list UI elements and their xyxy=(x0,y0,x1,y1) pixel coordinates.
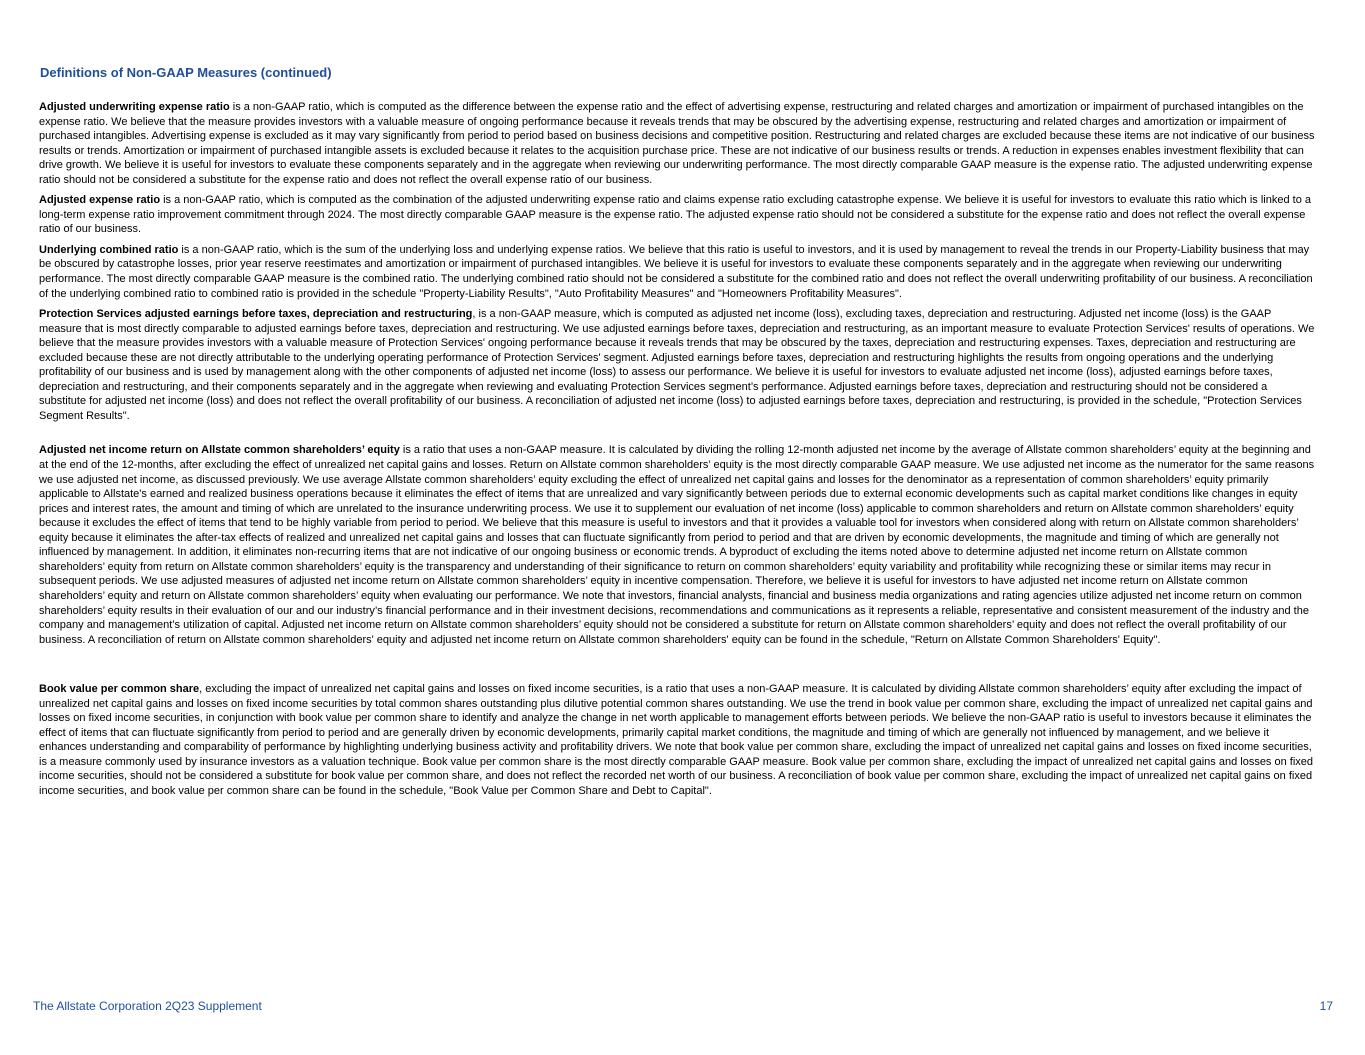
footer-page-number: 17 xyxy=(1319,999,1333,1013)
definition-text: is a ratio that uses a non-GAAP measure. It is calculated by dividing the rolling 12-month adjusted net income by the average of Allstate common shareholders’ equity at the beginning and at the end of the 12-months, after excluding the effect of unrealized net capital gains and losses. Return on Allstate common shareholders’ equity is the most directly comparable GAAP measure. We use adjusted net income as the numerator for the same reasons we use adjusted net income, as discussed previously. We use average Allstate common shareholders’ equity excluding the effect of unrealized net capital gains and losses for the denominator as a representation of common shareholders’ equity primarily applicable to Allstate's earned and realized business operations because it eliminates the effect of items that are unrealized and vary significantly between periods due to external economic developments such as capital market conditions like changes in equity prices and interest rates, the amount and timing of which are unrelated to the insurance underwriting process. We use it to supplement our evaluation of net income (loss) applicable to common shareholders and return on Allstate common shareholders’ equity because it excludes the effect of items that tend to be highly variable from period to period. We believe that this measure is useful to investors and that it provides a valuable tool for investors when considered along with return on Allstate common shareholders’ equity because it eliminates the after-tax effects of realized and unrealized net capital gains and losses that can fluctuate significantly from period to period and that are driven by economic developments, the magnitude and timing of which are generally not influenced by management. In addition, it eliminates non-recurring items that are not indicative of our ongoing business or economic trends. A byproduct of excluding the items noted above to determine adjusted net income return on Allstate common shareholders’ equity from return on Allstate common shareholders’ equity is the transparency and understanding of their significance to return on common shareholders’ equity variability and profitability while recognizing these or similar items may recur in subsequent periods. We use adjusted measures of adjusted net income return on Allstate common shareholders’ equity in incentive compensation. Therefore, we believe it is useful for investors to have adjusted net income return on Allstate common shareholders’ equity and return on Allstate common shareholders’ equity when evaluating our performance. We note that investors, financial analysts, financial and business media organizations and rating agencies utilize adjusted net income return on common shareholders’ equity results in their evaluation of our and our industry’s financial performance and in their investment decisions, recommendations and communications as it represents a reliable, representative and consistent measurement of the industry and the company and management’s utilization of capital. Adjusted net income return on Allstate common shareholders’ equity should not be considered a substitute for return on Allstate common shareholders’ equity and does not reflect the overall profitability of our business. A reconciliation of return on Allstate common shareholders' equity and adjusted net income return on Allstate common shareholders' equity can be found in the schedule, "Return on Allstate Common Shareholders' Equity". xyxy=(39,444,1315,646)
definition-adjusted-net-income-return xyxy=(39,443,1315,647)
definition-protection-services-adjusted-earnings xyxy=(39,307,1315,423)
footer-document-title: The Allstate Corporation 2Q23 Supplement xyxy=(33,999,262,1013)
definition-term: Adjusted expense ratio xyxy=(39,194,161,207)
definition-adjusted-underwriting-expense-ratio xyxy=(39,100,1315,187)
page-title: Definitions of Non-GAAP Measures (continued) xyxy=(40,65,332,80)
definition-adjusted-expense-ratio xyxy=(39,193,1315,237)
definition-term: Protection Services adjusted earnings before taxes, depreciation and restructuring xyxy=(39,308,473,321)
definition-text: is a non-GAAP ratio, which is computed as the combination of the adjusted underwriting expense ratio and claims expense ratio excluding catastrophe expense. We believe it is useful for investors to evaluate this ratio which is linked to a long-term expense ratio improvement commitment through 2024. The most directly comparable GAAP measure is the expense ratio. The adjusted expense ratio should not be considered a substitute for the expense ratio and does not reflect the overall expense ratio of our business. xyxy=(39,194,1311,236)
definition-book-value-per-common-share xyxy=(39,682,1315,798)
definition-text: is a non-GAAP ratio, which is computed as the difference between the expense ratio and the effect of advertising expense, restructuring and related charges and amortization or impairment of purchased intangibles on the expense ratio. We believe that the measure provides investors with a valuable measure of ongoing performance because it reveals trends that may be obscured by the advertising expense, restructuring and related charges and amortization or impairment of purchased intangibles. Advertising expense is excluded as it may vary significantly from period to period based on business decisions and competitive position. Restructuring and related charges are excluded because these items are not indicative of our business results or trends. Amortization or impairment of purchased intangible assets is excluded because it relates to the acquisition purchase price. These are not indicative of our business results or trends. A reduction in expenses enables investment flexibility that can drive growth. We believe it is useful for investors to evaluate these components separately and in the aggregate when reviewing our underwriting performance. The most directly comparable GAAP measure is the expense ratio. The adjusted underwriting expense ratio should not be considered a substitute for the expense ratio and does not reflect the overall expense ratio of our business. xyxy=(39,101,1315,186)
definition-term: Underlying combined ratio xyxy=(39,243,179,256)
definition-term: Adjusted underwriting expense ratio xyxy=(39,101,230,113)
definitions-body xyxy=(39,100,1315,805)
definition-text: , excluding the impact of unrealized net capital gains and losses on fixed income securities, is a ratio that uses a non-GAAP measure. It is calculated by dividing Allstate common shareholders’ equity after excluding the impact of unrealized net capital gains and losses on fixed income securities by total common shares outstanding plus dilutive potential common shares outstanding. We use the trend in book value per common share, excluding the impact of unrealized net capital gains and losses on fixed income securities, in conjunction with book value per common share to identify and analyze the change in net worth applicable to management efforts between periods. We believe the non-GAAP ratio is useful to investors because it eliminates the effect of items that can fluctuate significantly from period to period and are generally driven by economic developments, primarily capital market conditions, the magnitude and timing of which are generally not influenced by management, and we believe it enhances understanding and comparability of performance by highlighting underlying business activity and profitability drivers. We note that book value per common share, excluding the impact of unrealized net capital gains and losses on fixed income securities, is a measure commonly used by insurance investors as a valuation technique. Book value per common share is the most directly comparable GAAP measure. Book value per common share, excluding the impact of unrealized net capital gains and losses on fixed income securities, should not be considered a substitute for book value per common share, and does not reflect the recorded net worth of our business. A reconciliation of book value per common share, excluding the impact of unrealized net capital gains on fixed income securities, and book value per common share can be found in the schedule, "Book Value per Common Share and Debt to Capital". xyxy=(39,683,1314,797)
definition-text: is a non-GAAP ratio, which is the sum of the underlying loss and underlying expense ratios. We believe that this ratio is useful to investors, and it is used by management to reveal the trends in our Property-Liability business that may be obscured by catastrophe losses, prior year reserve reestimates and amortization or impairment of purchased intangibles. We believe it is useful for investors to evaluate these components separately and in the aggregate when reviewing our underwriting performance. The most directly comparable GAAP measure is the combined ratio. The underlying combined ratio should not be considered a substitute for the combined ratio and does not reflect the overall underwriting profitability of our business. A reconciliation of the underlying combined ratio to combined ratio is provided in the schedule "Property-Liability Results", "Auto Profitability Measures" and "Homeowners Profitability Measures". xyxy=(39,243,1313,300)
definition-text: , is a non-GAAP measure, which is computed as adjusted net income (loss), excluding taxes, depreciation and restructuring. Adjusted net income (loss) is the GAAP measure that is most directly comparable to adjusted earnings before taxes, depreciation and restructuring. We use adjusted earnings before taxes, depreciation and restructuring, as an important measure to evaluate Protection Services' results of operations. We believe that the measure provides investors with a valuable measure of Protection Services' ongoing performance because it reveals trends that may be obscured by the taxes, depreciation and restructuring expenses. Taxes, depreciation and restructuring are excluded because these are not directly attributable to the underlying operating performance of Protection Services' segment. Adjusted earnings before taxes, depreciation and restructuring highlights the results from ongoing operations and the underlying profitability of our business and is used by management along with the other components of adjusted net income (loss) to assess our performance. We believe it is useful for investors to evaluate adjusted net income (loss), adjusted earnings before taxes, depreciation and restructuring, and their components separately and in the aggregate when reviewing and evaluating Protection Services segment’s performance. Adjusted earnings before taxes, depreciation and restructuring should not be considered a substitute for adjusted net income (loss) and does not reflect the overall profitability of our business. A reconciliation of adjusted net income (loss) to adjusted earnings before taxes, depreciation and restructuring, is provided in the schedule, "Protection Services Segment Results". xyxy=(39,308,1315,422)
definition-term: Adjusted net income return on Allstate common shareholders’ equity xyxy=(39,444,400,457)
definition-term: Book value per common share xyxy=(39,683,200,696)
definition-underlying-combined-ratio xyxy=(39,243,1315,301)
